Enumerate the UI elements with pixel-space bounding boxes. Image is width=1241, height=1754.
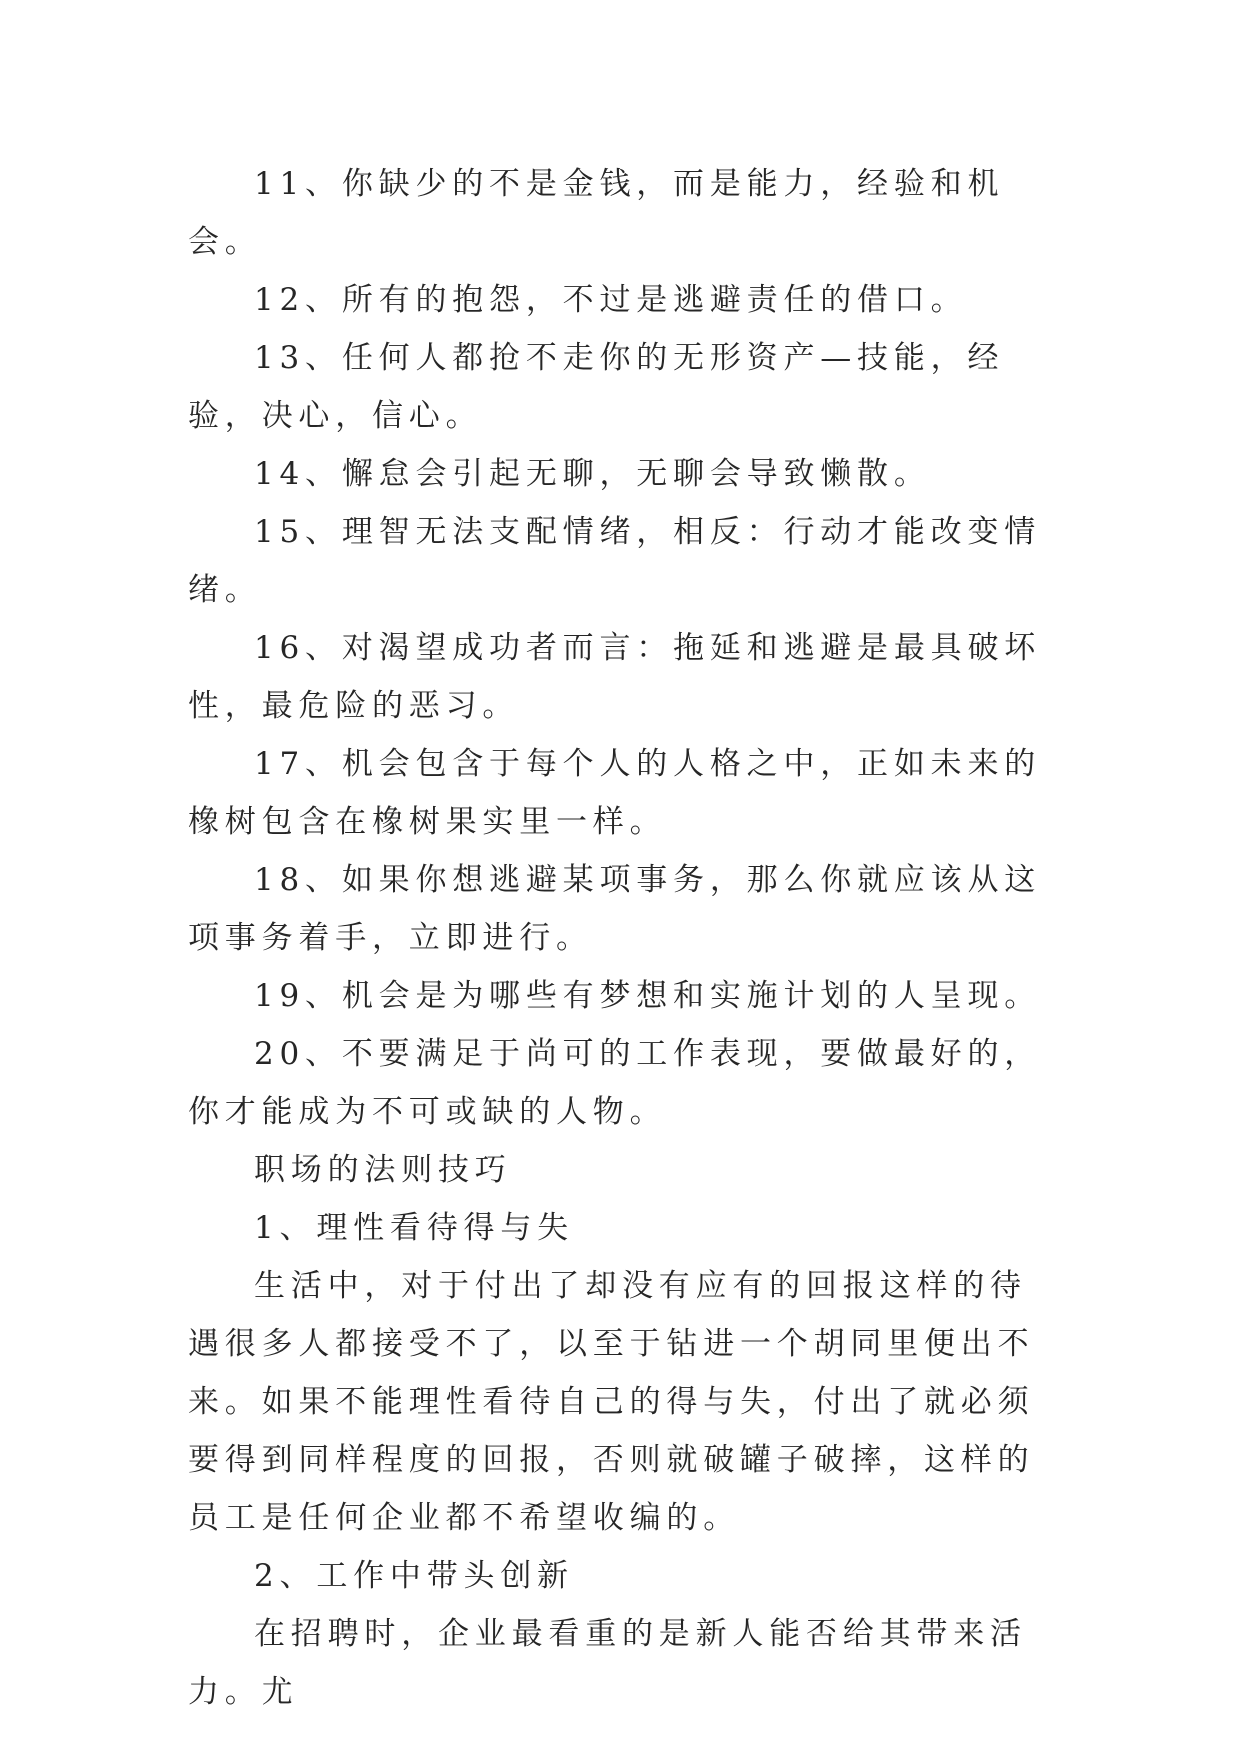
quote-18: 18、如果你想逃避某项事务，那么你就应该从这项事务着手，立即进行。 xyxy=(188,862,1042,956)
tip-2-body: 在招聘时，企业最看重的是新人能否给其带来活力。尤 xyxy=(188,1616,1027,1710)
quote-16: 16、对渴望成功者而言：拖延和逃避是最具破坏性，最危险的恶习。 xyxy=(188,630,1042,724)
quote-14: 14、懈怠会引起无聊，无聊会导致懒散。 xyxy=(254,456,931,492)
section-heading: 职场的法则技巧 xyxy=(254,1152,512,1188)
document-body xyxy=(188,155,1054,1721)
tip-2-heading: 2、工作中带头创新 xyxy=(254,1558,574,1594)
quote-15: 15、理智无法支配情绪，相反：行动才能改变情绪。 xyxy=(188,514,1042,608)
quote-12: 12、所有的抱怨，不过是逃避责任的借口。 xyxy=(254,282,968,318)
quote-13: 13、任何人都抢不走你的无形资产—技能，经验，决心，信心。 xyxy=(188,340,1005,434)
quote-17: 17、机会包含于每个人的人格之中，正如未来的橡树包含在橡树果实里一样。 xyxy=(188,746,1042,840)
tip-1-body: 生活中，对于付出了却没有应有的回报这样的待遇很多人都接受不了，以至于钻进一个胡同里便出不来。如果不能理性看待自己的得与失，付出了就必须要得到同样程度的回报，否则就破罐子破摔，这样的员工是任何企业都不希望收编的。 xyxy=(188,1268,1035,1536)
quote-19: 19、机会是为哪些有梦想和实施计划的人呈现。 xyxy=(254,978,1042,1014)
quote-20: 20、不要满足于尚可的工作表现，要做最好的，你才能成为不可或缺的人物。 xyxy=(188,1036,1042,1130)
quote-11: 11、你缺少的不是金钱，而是能力，经验和机会。 xyxy=(188,166,1005,260)
tip-1-heading: 1、理性看待得与失 xyxy=(254,1210,574,1246)
